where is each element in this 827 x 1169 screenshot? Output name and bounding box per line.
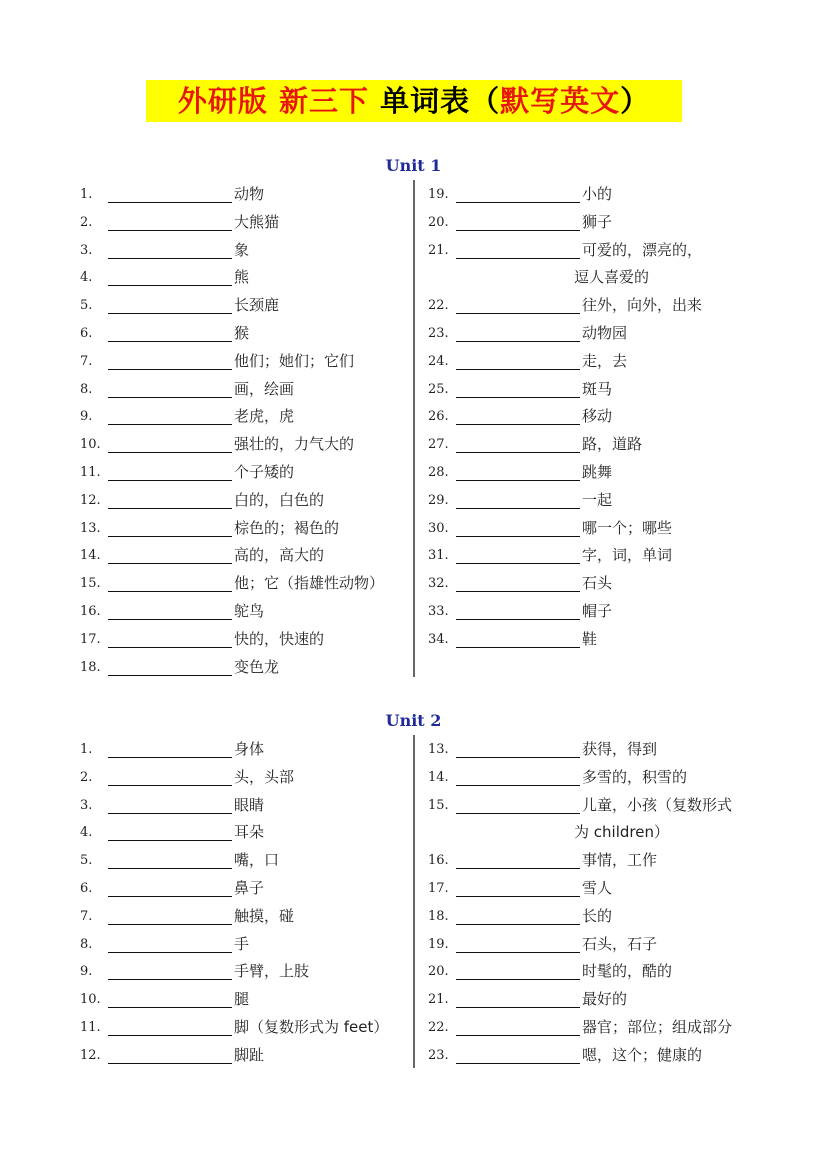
item-number: 5.: [80, 853, 93, 869]
title-close: ）: [620, 84, 651, 118]
item-number: 13.: [80, 520, 101, 536]
answer-blank[interactable]: [108, 462, 232, 481]
item-number: 18.: [428, 908, 449, 924]
unit-1-heading: Unit 1: [385, 156, 442, 175]
chinese-meaning: 手: [234, 934, 250, 953]
answer-blank[interactable]: [456, 434, 580, 453]
answer-blank[interactable]: [456, 1017, 580, 1036]
chinese-meaning: 棕色的；褐色的: [234, 518, 340, 537]
item-number: 19.: [428, 187, 449, 202]
answer-blank[interactable]: [456, 351, 580, 370]
answer-blank[interactable]: [108, 1045, 232, 1064]
answer-blank[interactable]: [456, 878, 580, 897]
item-number: 17.: [80, 631, 101, 647]
item-number: 11.: [80, 1020, 101, 1035]
chinese-meaning: 变色龙: [234, 657, 280, 676]
item-number: 15.: [80, 576, 101, 592]
answer-blank[interactable]: [108, 518, 232, 537]
answer-blank[interactable]: [456, 989, 580, 1008]
chinese-meaning: 画，绘画: [234, 379, 295, 398]
answer-blank[interactable]: [456, 850, 580, 869]
item-number: 2.: [80, 769, 93, 785]
item-number: 3.: [80, 242, 93, 258]
item-number: 23.: [428, 326, 449, 341]
answer-blank[interactable]: [456, 1045, 580, 1064]
item-number: 27.: [428, 437, 449, 453]
chinese-meaning: 往外，向外，出来: [582, 296, 703, 315]
item-number: 6.: [80, 326, 93, 341]
answer-blank[interactable]: [108, 961, 232, 980]
chinese-meaning: 他们；她们；它们: [234, 351, 355, 370]
item-number: 2.: [80, 214, 93, 230]
item-number: 13.: [428, 742, 449, 757]
item-number: 1.: [80, 187, 93, 202]
answer-blank[interactable]: [456, 462, 580, 481]
item-number: 31.: [428, 548, 449, 564]
answer-blank[interactable]: [108, 795, 232, 814]
chinese-meaning: 器官；部位；组成部分: [582, 1018, 733, 1036]
item-number: 15.: [428, 797, 449, 813]
chinese-meaning: 猴: [234, 324, 250, 342]
answer-blank[interactable]: [108, 850, 232, 869]
item-number: 8.: [80, 381, 93, 397]
answer-blank[interactable]: [108, 545, 232, 564]
answer-blank[interactable]: [108, 240, 232, 259]
answer-blank[interactable]: [456, 240, 580, 259]
item-number: 20.: [428, 964, 449, 980]
item-number: 16.: [428, 853, 449, 869]
chinese-meaning: 耳朵: [234, 823, 265, 842]
item-number: 33.: [428, 604, 449, 619]
item-number: 24.: [428, 353, 449, 369]
answer-blank[interactable]: [456, 490, 580, 509]
title-series: 外研版 新三下: [177, 84, 369, 118]
chinese-meaning: 斑马: [582, 379, 613, 398]
chinese-meaning: 路，道路: [582, 435, 643, 454]
answer-blank[interactable]: [456, 184, 580, 203]
unit-1-column-divider: [413, 180, 415, 677]
chinese-meaning: 头，头部: [234, 767, 295, 786]
chinese-meaning: 帽子: [582, 602, 613, 620]
chinese-meaning: 最好的: [582, 990, 628, 1009]
meaning-continuation: 逗人喜爱的: [574, 268, 650, 287]
item-number: 9.: [80, 409, 93, 425]
item-number: 16.: [80, 604, 101, 619]
answer-blank[interactable]: [456, 934, 580, 953]
answer-blank[interactable]: [108, 267, 232, 286]
title-wordlist: 单词表（: [368, 84, 501, 118]
chinese-meaning: 眼睛: [234, 795, 265, 814]
item-number: 30.: [428, 520, 449, 536]
chinese-meaning: 走，去: [582, 351, 628, 370]
answer-blank[interactable]: [456, 767, 580, 786]
chinese-meaning: 个子矮的: [234, 463, 295, 481]
item-number: 14.: [428, 769, 449, 785]
answer-blank[interactable]: [108, 906, 232, 925]
chinese-meaning: 嘴，口: [234, 851, 280, 870]
meaning-continuation: 为 children）: [574, 823, 669, 842]
item-number: 3.: [80, 797, 93, 813]
chinese-meaning: 他；它（指雄性动物）: [234, 574, 385, 593]
page-title: [146, 80, 682, 122]
item-number: 12.: [80, 1047, 101, 1063]
item-number: 5.: [80, 298, 93, 314]
chinese-meaning: 嗯，这个；健康的: [582, 1045, 703, 1064]
chinese-meaning: 动物园: [582, 324, 628, 342]
chinese-meaning: 身体: [234, 740, 265, 758]
chinese-meaning: 石头: [582, 574, 613, 593]
item-number: 29.: [428, 492, 449, 508]
answer-blank[interactable]: [456, 406, 580, 425]
answer-blank[interactable]: [108, 212, 232, 231]
answer-blank[interactable]: [456, 629, 580, 648]
chinese-meaning: 狮子: [582, 212, 613, 231]
answer-blank[interactable]: [456, 295, 580, 314]
chinese-meaning: 白的，白色的: [234, 490, 325, 509]
chinese-meaning: 跳舞: [582, 463, 613, 481]
answer-blank[interactable]: [108, 989, 232, 1008]
item-number: 19.: [428, 936, 449, 952]
answer-blank[interactable]: [108, 406, 232, 425]
item-number: 12.: [80, 492, 101, 508]
answer-blank[interactable]: [456, 545, 580, 564]
chinese-meaning: 石头，石子: [582, 934, 658, 953]
item-number: 7.: [80, 353, 93, 369]
chinese-meaning: 事情，工作: [582, 851, 658, 870]
chinese-meaning: 鼻子: [234, 879, 265, 897]
chinese-meaning: 儿童，小孩（复数形式: [582, 795, 733, 814]
answer-blank[interactable]: [456, 795, 580, 814]
unit-2-column-divider: [413, 735, 415, 1068]
unit-2-heading: Unit 2: [385, 711, 442, 730]
item-number: 20.: [428, 214, 449, 230]
chinese-meaning: 触摸，碰: [234, 906, 295, 925]
chinese-meaning: 腿: [234, 990, 250, 1009]
chinese-meaning: 熊: [234, 268, 250, 287]
item-number: 22.: [428, 1020, 449, 1035]
answer-blank[interactable]: [108, 657, 232, 676]
chinese-meaning: 字，词，单词: [582, 546, 673, 565]
chinese-meaning: 时髦的，酷的: [582, 962, 673, 981]
chinese-meaning: 脚趾: [234, 1045, 265, 1064]
title-task: 默写英文: [500, 84, 621, 118]
item-number: 23.: [428, 1047, 449, 1063]
answer-blank[interactable]: [108, 629, 232, 648]
item-number: 14.: [80, 548, 101, 564]
chinese-meaning: 长颈鹿: [234, 296, 280, 315]
chinese-meaning: 雪人: [582, 879, 613, 897]
chinese-meaning: 鸵鸟: [234, 602, 265, 620]
chinese-meaning: 动物: [234, 185, 265, 203]
chinese-meaning: 长的: [582, 906, 613, 925]
item-number: 10.: [80, 992, 101, 1008]
item-number: 34.: [428, 631, 449, 647]
answer-blank[interactable]: [108, 822, 232, 841]
answer-blank[interactable]: [456, 573, 580, 592]
chinese-meaning: 快的，快速的: [234, 629, 325, 648]
chinese-meaning: 象: [234, 240, 250, 259]
item-number: 21.: [428, 242, 449, 258]
answer-blank[interactable]: [456, 518, 580, 537]
answer-blank[interactable]: [456, 379, 580, 398]
answer-blank[interactable]: [456, 323, 580, 342]
item-number: 32.: [428, 576, 449, 592]
chinese-meaning: 大熊猫: [234, 212, 280, 231]
answer-blank[interactable]: [108, 601, 232, 620]
answer-blank[interactable]: [108, 767, 232, 786]
answer-blank[interactable]: [108, 434, 232, 453]
item-number: 25.: [428, 381, 449, 397]
chinese-meaning: 哪一个；哪些: [582, 518, 673, 537]
chinese-meaning: 强壮的，力气大的: [234, 435, 355, 454]
answer-blank[interactable]: [108, 739, 232, 758]
item-number: 28.: [428, 465, 449, 480]
item-number: 11.: [80, 465, 101, 480]
chinese-meaning: 移动: [582, 407, 613, 426]
answer-blank[interactable]: [108, 934, 232, 953]
item-number: 21.: [428, 992, 449, 1008]
chinese-meaning: 获得，得到: [582, 740, 658, 758]
chinese-meaning: 一起: [582, 490, 613, 509]
item-number: 6.: [80, 881, 93, 896]
item-number: 10.: [80, 437, 101, 453]
chinese-meaning: 多雪的，积雪的: [582, 767, 688, 786]
item-number: 9.: [80, 964, 93, 980]
chinese-meaning: 高的，高大的: [234, 546, 325, 565]
chinese-meaning: 脚（复数形式为 feet）: [234, 1018, 389, 1036]
answer-blank[interactable]: [108, 295, 232, 314]
item-number: 26.: [428, 409, 449, 425]
item-number: 1.: [80, 742, 93, 757]
item-number: 18.: [80, 659, 101, 675]
chinese-meaning: 可爱的，漂亮的，: [582, 240, 703, 259]
answer-blank[interactable]: [108, 351, 232, 370]
answer-blank[interactable]: [108, 878, 232, 897]
item-number: 22.: [428, 298, 449, 314]
item-number: 4.: [80, 825, 93, 841]
chinese-meaning: 小的: [582, 185, 613, 203]
item-number: 4.: [80, 270, 93, 286]
answer-blank[interactable]: [108, 573, 232, 592]
answer-blank[interactable]: [456, 601, 580, 620]
answer-blank[interactable]: [456, 739, 580, 758]
answer-blank[interactable]: [108, 379, 232, 398]
item-number: 7.: [80, 908, 93, 924]
answer-blank[interactable]: [108, 184, 232, 203]
chinese-meaning: 鞋: [582, 629, 598, 648]
answer-blank[interactable]: [456, 961, 580, 980]
answer-blank[interactable]: [456, 212, 580, 231]
answer-blank[interactable]: [108, 490, 232, 509]
answer-blank[interactable]: [108, 1017, 232, 1036]
chinese-meaning: 老虎，虎: [234, 407, 295, 426]
item-number: 17.: [428, 881, 449, 896]
item-number: 8.: [80, 936, 93, 952]
chinese-meaning: 手臂，上肢: [234, 962, 310, 981]
answer-blank[interactable]: [456, 906, 580, 925]
answer-blank[interactable]: [108, 323, 232, 342]
